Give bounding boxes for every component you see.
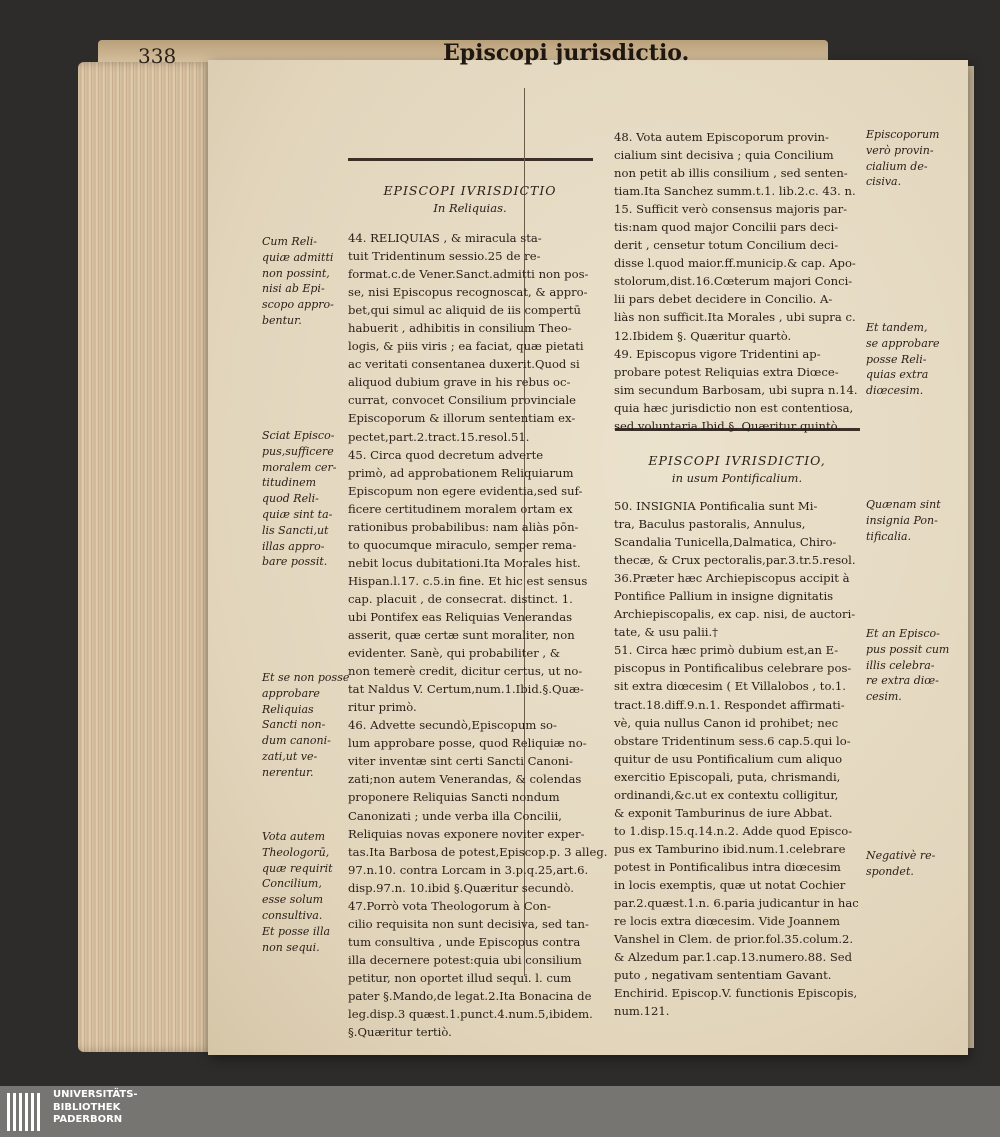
- text-line: Hispan.l.17. c.5.in fine. Et hic est sensus: [348, 573, 588, 588]
- text-line: probare potest Reliquias extra Diœce-: [614, 364, 839, 379]
- margin-note-line: Et tandem,: [866, 321, 928, 334]
- margin-note-line: Quænam sint: [866, 498, 941, 511]
- text-line: tum consultiva , unde Episcopus contra: [348, 934, 581, 949]
- left-margin-note: [262, 829, 342, 955]
- margin-note-line: Episcoporum: [866, 128, 940, 141]
- book-page-edges: [78, 62, 216, 1052]
- text-line: tis:nam quod major Concilii pars deci-: [614, 220, 839, 235]
- text-line: asserit, quæ certæ sunt moraliter, non: [348, 628, 575, 643]
- text-line: petitur, non oportet illud sequi. l. cum: [348, 970, 572, 985]
- margin-note-line: bare possit.: [262, 555, 328, 569]
- text-line: obstare Tridentinum sess.6 cap.5.qui lo-: [614, 733, 851, 748]
- text-line: tiam.Ita Sanchez summ.t.1. lib.2.c. 43. n.: [614, 184, 856, 199]
- margin-note-line: Sancti non-: [262, 718, 326, 732]
- text-line: Episcoporum & illorum sententiam ex-: [348, 411, 576, 426]
- margin-note-line: titudinem: [262, 476, 317, 490]
- text-line: re locis extra diœcesim. Vide Joannem: [614, 914, 840, 929]
- left-margin-note: [262, 428, 342, 570]
- text-line: nebit locus dubitationi.Ita Morales hist.: [348, 555, 581, 570]
- margin-note-line: insignia Pon-: [866, 513, 938, 527]
- text-line: format.c.de Vener.Sanct.admitti non pos-: [348, 267, 589, 282]
- library-name: [53, 1089, 138, 1127]
- text-line: 49. Episcopus vigore Tridentini ap-: [614, 346, 821, 361]
- text-line: Archiepiscopalis, ex cap. nisi, de auctori-: [614, 607, 856, 622]
- text-line: derit , censetur totum Concilium deci-: [614, 238, 839, 253]
- right-top-text-column: [614, 128, 864, 435]
- text-line: stolorum,dist.16.Cœterum majori Conci-: [614, 274, 853, 289]
- text-line: pus ex Tamburino ibid.num.1.celebrare: [614, 841, 846, 856]
- margin-note-line: bentur.: [262, 313, 302, 327]
- text-line: se, nisi Episcopus recognoscat, & appro-: [348, 285, 588, 300]
- margin-note-line: cisiva.: [866, 175, 902, 189]
- text-line: sim secundum Barbosam, ubi supra n.14.: [614, 382, 858, 397]
- left-margin-note: [262, 670, 350, 781]
- text-line: §.Quæritur tertiò.: [348, 1025, 452, 1040]
- library-logo-icon: [5, 1089, 45, 1134]
- text-line: 15. Sufficit verò consensus majoris par-: [614, 202, 848, 217]
- margin-note-line: quod Reli-: [262, 492, 319, 506]
- text-line: aliquod dubium grave in his rebus oc-: [348, 375, 571, 390]
- text-line: to 1.disp.15.q.14.n.2. Adde quod Episco-: [614, 823, 853, 838]
- margin-note-line: Concilium,: [262, 877, 322, 891]
- margin-note-line: re extra diœ-: [866, 674, 939, 688]
- right-text-column: [614, 497, 864, 1020]
- text-line: ritur primò.: [348, 700, 417, 715]
- text-line: tate, & usu palii.†: [614, 625, 718, 640]
- text-line: currat, convocet Consilium provinciale: [348, 393, 577, 408]
- margin-note-line: Reliquias: [262, 702, 314, 716]
- text-line: cilio requisita non sunt decisiva, sed tan-: [348, 916, 589, 931]
- library-name-line: UNIVERSITÄTS-: [53, 1089, 138, 1100]
- margin-note-line: posse Reli-: [866, 352, 927, 366]
- text-line: 47.Porrò vota Theologorum à Con-: [348, 898, 551, 913]
- text-line: tas.Ita Barbosa de potest,Episcop.p. 3 alleg.: [348, 844, 608, 859]
- margin-note-line: diœcesim.: [866, 384, 924, 398]
- text-line: 45. Circa quod decretum adverte: [348, 447, 544, 462]
- text-line: sit extra diœcesim ( Et Villalobos , to.1.: [614, 679, 846, 694]
- text-line: lii pars debet decidere in Concilio. A-: [614, 292, 833, 307]
- margin-note-line: approbare: [262, 686, 320, 700]
- text-line: num.121.: [614, 1004, 670, 1019]
- margin-note-line: quæ requirit: [262, 861, 333, 875]
- text-line: Canonizati ; unde verba illa Concilii,: [348, 808, 562, 823]
- margin-note-line: moralem cer-: [262, 460, 337, 474]
- text-line: Pontifice Pallium in insigne dignitatis: [614, 589, 834, 604]
- text-line: 46. Advette secundò,Episcopum so-: [348, 718, 557, 733]
- margin-note-line: Sciat Episco-: [262, 429, 335, 442]
- margin-note-line: spondet.: [866, 864, 914, 878]
- text-line: zati;non autem Venerandas, & colendas: [348, 772, 582, 787]
- text-line: tat Naldus V. Certum,num.1.Ibid.§.Quæ-: [348, 682, 584, 697]
- left-margin-note: [262, 234, 342, 329]
- margin-note-line: Et an Episco-: [866, 627, 940, 640]
- text-line: & exponit Tamburinus de iure Abbat.: [614, 805, 833, 820]
- margin-note-line: nerentur.: [262, 765, 314, 779]
- margin-note-line: lis Sancti,ut: [262, 523, 329, 537]
- text-line: tract.18.diff.9.n.1. Respondet affirmati-: [614, 697, 845, 712]
- text-line: 97.n.10. contra Lorcam in 3.p.q.25,art.6.: [348, 862, 589, 877]
- text-line: 44. RELIQUIAS , & miracula sta-: [348, 231, 542, 245]
- text-line: Reliquias novas exponere noviter exper-: [348, 826, 585, 841]
- text-line: ficere certitudinem moralem ortam ex: [348, 501, 573, 516]
- text-line: cap. placuit , de consecrat. distinct. 1.: [348, 591, 573, 606]
- text-line: liàs non sufficit.Ita Morales , ubi supra c.: [614, 310, 856, 325]
- text-line: to quocumque miraculo, semper rema-: [348, 537, 577, 552]
- margin-note-line: esse solum: [262, 893, 324, 907]
- right-margin-note: [866, 127, 956, 190]
- text-line: 36.Præter hæc Archiepiscopus accipit à: [614, 571, 850, 586]
- text-line: in locis exemptis, quæ ut notat Cochier: [614, 877, 846, 892]
- margin-note-line: tificalia.: [866, 529, 912, 543]
- text-line: cialium sint decisiva ; quia Concilium: [614, 148, 834, 163]
- margin-note-line: Theologorū,: [262, 845, 330, 859]
- margin-note-line: se approbare: [866, 336, 940, 350]
- margin-note-line: Et posse illa: [262, 924, 331, 938]
- margin-note-line: zati,ut ve-: [262, 749, 318, 763]
- text-line: Enchirid. Episcop.V. functionis Episcopis,: [614, 986, 858, 1001]
- text-line: habuerit , adhibitis in consilium Theo-: [348, 321, 572, 336]
- right-margin-note: [866, 626, 956, 705]
- margin-note-line: verò provin-: [866, 143, 934, 157]
- text-line: leg.disp.3 quæst.1.punct.4.num.5,ibidem.: [348, 1007, 593, 1022]
- margin-note-line: Et se non posse: [262, 671, 350, 684]
- margin-note-line: non sequi.: [262, 940, 320, 954]
- text-line: potest in Pontificalibus intra diœcesim: [614, 859, 841, 874]
- text-line: proponere Reliquias Sancti nondum: [348, 790, 560, 805]
- margin-note-line: cialium de-: [866, 159, 928, 173]
- left-section-subtitle: In Reliquias.: [433, 201, 507, 215]
- library-name-line: BIBLIOTHEK: [53, 1101, 121, 1113]
- text-line: lum approbare posse, quod Reliquiæ no-: [348, 736, 587, 751]
- text-line: disp.97.n. 10.ibid §.Quæritur secundò.: [348, 880, 574, 895]
- left-section-title: EPISCOPI IVRISDICTIO: [383, 183, 557, 198]
- text-line: primò, ad approbationem Reliquiarum: [348, 465, 574, 480]
- margin-note-line: quias extra: [866, 368, 929, 382]
- margin-note-line: Vota autem: [262, 830, 326, 843]
- text-line: & Alzedum par.1.cap.13.numero.88. Sed: [614, 950, 853, 965]
- margin-note-line: consultiva.: [262, 908, 323, 922]
- margin-note-line: quiæ admitti: [262, 250, 334, 264]
- text-line: 48. Vota autem Episcoporum provin-: [614, 130, 829, 144]
- text-line: ac veritati consentanea duxerit.Quod si: [348, 357, 580, 372]
- text-line: ordinandi,&c.ut ex contextu colligitur,: [614, 787, 839, 802]
- margin-note-line: pus,sufficere: [262, 444, 334, 458]
- text-line: vè, quia nullus Canon id prohibet; nec: [614, 715, 839, 730]
- margin-note-line: Negativè re-: [866, 849, 936, 862]
- text-line: non temerè credit, dicitur certus, ut no-: [348, 664, 583, 679]
- text-line: logis, & piis viris ; ea faciat, quæ pietati: [348, 339, 584, 354]
- text-line: viter inventæ sint certi Sancti Canoni-: [348, 754, 573, 769]
- text-line: ubi Pontifex eas Reliquias Venerandas: [348, 609, 573, 624]
- text-line: 50. INSIGNIA Pontificalia sunt Mi-: [614, 499, 818, 513]
- library-name-line: PADERBORN: [53, 1114, 123, 1125]
- margin-note-line: quiæ sint ta-: [262, 507, 333, 521]
- section-rule-left: [348, 158, 593, 161]
- right-margin-note: [866, 848, 956, 880]
- right-section-title: EPISCOPI IVRISDICTIO,: [648, 453, 826, 468]
- text-line: pater §.Mando,de legat.2.Ita Bonacina de: [348, 988, 592, 1003]
- text-line: par.2.quæst.1.n. 6.paria judicantur in hac: [614, 896, 859, 911]
- text-line: piscopus in Pontificalibus celebrare pos-: [614, 661, 852, 676]
- text-line: evidenter. Sanè, qui probabiliter , &: [348, 646, 561, 661]
- margin-note-line: pus possit cum: [866, 642, 950, 656]
- text-line: Vanshel in Clem. de prior.fol.35.colum.2.: [614, 932, 854, 947]
- right-section-subtitle: in usum Pontificalium.: [671, 471, 803, 485]
- left-text-column: [348, 229, 608, 1041]
- text-line: non petit ab illis consilium , sed senten-: [614, 166, 848, 181]
- text-line: 51. Circa hæc primò dubium est,an E-: [614, 643, 839, 658]
- text-line: exercitio Episcopali, puta, chrismandi,: [614, 769, 841, 784]
- text-line: puto , negativam sententiam Gavant.: [614, 968, 832, 983]
- text-line: sed voluntaria Ibid.§. Quæritur quintò.: [614, 418, 842, 433]
- text-line: tuit Tridentinum sessio.25 de re-: [348, 249, 541, 264]
- margin-note-line: non possint,: [262, 266, 330, 280]
- text-line: thecæ, & Crux pectoralis,par.3.tr.5.resol.: [614, 553, 856, 568]
- right-margin-note: [866, 497, 956, 544]
- text-line: Episcopum non egere evidentia,sed suf-: [348, 483, 583, 498]
- text-line: illa decernere potest:quia ubi consilium: [348, 952, 582, 967]
- margin-note-line: dum canoni-: [262, 734, 331, 748]
- margin-note-line: illis celebra-: [866, 658, 935, 672]
- margin-note-line: Cum Reli-: [262, 235, 317, 248]
- text-line: quia hæc jurisdictio non est contentiosa,: [614, 400, 854, 415]
- right-margin-note: [866, 320, 956, 399]
- margin-note-line: nisi ab Epi-: [262, 282, 325, 296]
- page-number: 338: [138, 44, 177, 68]
- page-title: Episcopi jurisdictio.: [443, 40, 690, 66]
- margin-note-line: cesim.: [866, 690, 902, 704]
- margin-note-line: scopo appro-: [262, 298, 334, 312]
- text-line: bet,qui simul ac aliquid de iis compertū: [348, 303, 581, 318]
- text-line: rationibus probabilibus: nam aliàs pōn-: [348, 519, 579, 534]
- text-line: tra, Baculus pastoralis, Annulus,: [614, 517, 806, 532]
- text-line: quitur de usu Pontificalium cum aliquo: [614, 751, 843, 766]
- text-line: Scandalia Tunicella,Dalmatica, Chiro-: [614, 535, 837, 550]
- text-line: 12.Ibidem §. Quæritur quartò.: [614, 328, 792, 343]
- text-line: pectet,part.2.tract.15.resol.51.: [348, 429, 530, 444]
- margin-note-line: illas appro-: [262, 539, 325, 553]
- text-line: disse l.quod maior.ff.municip.& cap. Apo-: [614, 256, 856, 271]
- library-footer: [0, 1086, 1000, 1137]
